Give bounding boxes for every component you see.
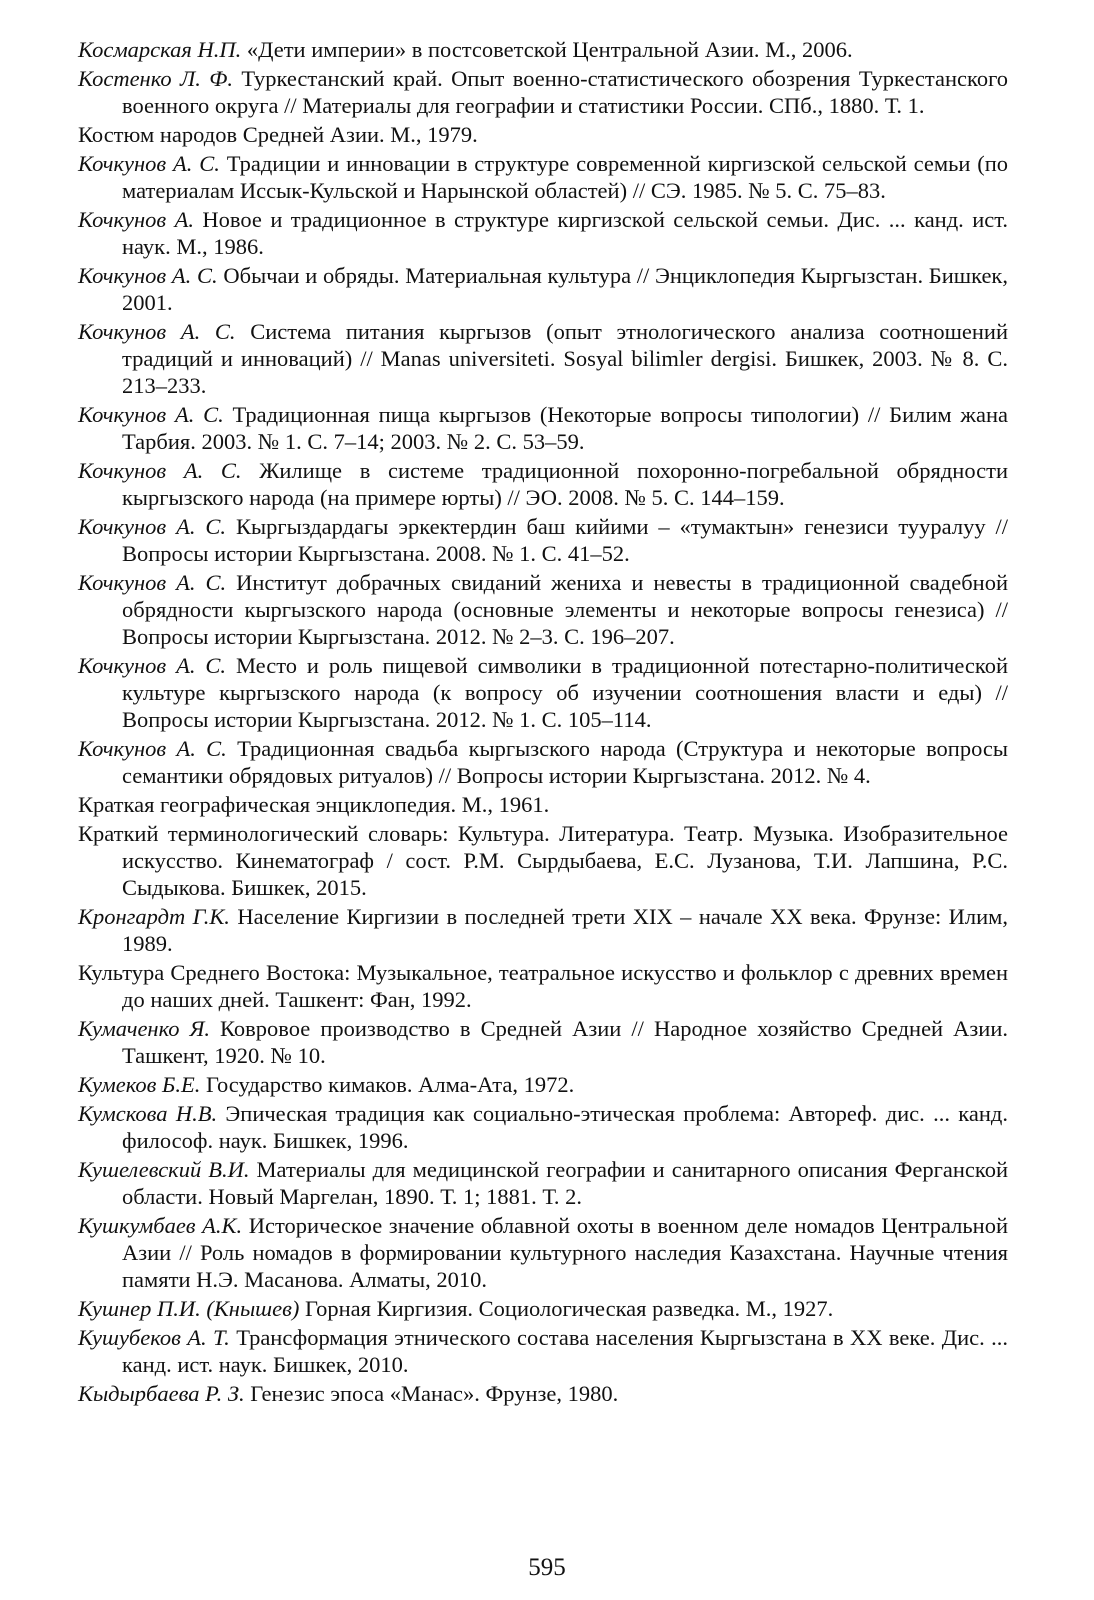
bibliography-entry <box>78 820 1008 901</box>
entry-author: Костенко Л. Ф. <box>78 66 233 91</box>
entry-author: Кочкунов А. С. <box>78 458 242 483</box>
entry-author: Кочкунов А. С. <box>78 736 227 761</box>
bibliography-entry <box>78 959 1008 1013</box>
bibliography-entry <box>78 1324 1008 1378</box>
entry-author: Кочкунов А. С. <box>78 653 227 678</box>
entry-author: Кочкунов А. С. <box>78 570 227 595</box>
bibliography-entry <box>78 65 1008 119</box>
entry-text: Горная Киргизия. Социологическая разведка. М., 1927. <box>305 1296 834 1321</box>
entry-author: Кушубеков А. Т. <box>78 1325 230 1350</box>
entry-text: «Дети империи» в постсоветской Центральной Азии. М., 2006. <box>246 37 853 62</box>
bibliography-entry <box>78 903 1008 957</box>
entry-author: Кумскова Н.В. <box>78 1101 218 1126</box>
entry-text: Институт добрачных свиданий жениха и невесты в традиционной свадебной обрядности кыргызского народа (основные элементы и некоторые вопросы генезиса) // Вопросы истории Кыргызстана. 2012. № 2–3. С. 196–207. <box>122 570 1008 649</box>
entry-text: Традиционная пища кыргызов (Некоторые вопросы типологии) // Билим жана Тарбия. 2003. № 1. С. 7–14; 2003. № 2. С. 53–59. <box>122 402 1008 454</box>
entry-text: Государство кимаков. Алма-Ата, 1972. <box>205 1072 575 1097</box>
entry-author: Кочкунов А. С. <box>78 151 220 176</box>
entry-text: Туркестанский край. Опыт военно-статистического обозрения Туркестанского военного округа // Материалы для географии и статистики России. СПб., 1880. Т. 1. <box>122 66 1008 118</box>
bibliography-entry <box>78 1071 1008 1098</box>
entry-text: Место и роль пищевой символики в традиционной потестарно-политической культуре кыргызского народа (к вопросу об изучении соотношения власти и еды) // Вопросы истории Кыргызстана. 2012. № 1. С. 105–114. <box>122 653 1008 732</box>
entry-author: Кумеков Б.Е. <box>78 1072 201 1097</box>
bibliography-entry <box>78 1156 1008 1210</box>
bibliography-entry <box>78 791 1008 818</box>
bibliography-entry <box>78 401 1008 455</box>
entry-text: Культура Среднего Востока: Музыкальное, театральное искусство и фольклор с древних времен до наших дней. Ташкент: Фан, 1992. <box>78 960 1008 1012</box>
entry-author: Кочкунов А. С. <box>78 514 227 539</box>
bibliography-entry <box>78 1100 1008 1154</box>
bibliography-entry <box>78 318 1008 399</box>
bibliography-entry <box>78 262 1008 316</box>
bibliography-entry <box>78 735 1008 789</box>
entry-author: Кушелевский В.И. <box>78 1157 250 1182</box>
entry-text: Традиции и инновации в структуре современной киргизской сельской семьи (по материалам Иссык-Кульской и Нарынской областей) // СЭ. 1985. № 5. С. 75–83. <box>122 151 1008 203</box>
bibliography-entry <box>78 457 1008 511</box>
bibliography-entry <box>78 150 1008 204</box>
entry-text: Генезис эпоса «Манас». Фрунзе, 1980. <box>250 1381 619 1406</box>
entry-text: Костюм народов Средней Азии. М., 1979. <box>78 122 478 147</box>
page-number: 595 <box>528 1554 566 1581</box>
bibliography-entry <box>78 1015 1008 1069</box>
entry-author: Кумаченко Я. <box>78 1016 210 1041</box>
entry-text: Трансформация этнического состава населения Кыргызстана в XX веке. Дис. ... канд. ист. наук. Бишкек, 2010. <box>122 1325 1008 1377</box>
bibliography-entry <box>78 121 1008 148</box>
bibliography-entry <box>78 513 1008 567</box>
entry-text: Историческое значение облавной охоты в военном деле номадов Центральной Азии // Роль номадов в формировании культурного наследия Казахстана. Научные чтения памяти Н.Э. Масанова. Алматы, 2010. <box>122 1213 1009 1292</box>
bibliography-entry <box>78 1380 1008 1407</box>
entry-text: Традиционная свадьба кыргызского народа (Структура и некоторые вопросы семантики обрядовых ритуалов) // Вопросы истории Кыргызстана. 2012. № 4. <box>122 736 1008 788</box>
bibliography-entry <box>78 569 1008 650</box>
bibliography-entry <box>78 1295 1008 1322</box>
entry-author: Кронгардт Г.К. <box>78 904 230 929</box>
entry-text: Жилище в системе традиционной похоронно-погребальной обрядности кыргызского народа (на примере юрты) // ЭО. 2008. № 5. С. 144–159. <box>122 458 1008 510</box>
bibliography-entry <box>78 206 1008 260</box>
entry-author: Кушкумбаев А.К. <box>78 1213 243 1238</box>
entry-text: Обычаи и обряды. Материальная культура // Энциклопедия Кыргызстан. Бишкек, 2001. <box>122 263 1008 315</box>
entry-text: Эпическая традиция как социально-этическая проблема: Автореф. дис. ... канд. философ. наук. Бишкек, 1996. <box>122 1101 1008 1153</box>
entry-author: Кочкунов А. С. <box>78 402 224 427</box>
entry-text: Новое и традиционное в структуре киргизской сельской семьи. Дис. ... канд. ист. наук. М., 1986. <box>122 207 1009 259</box>
entry-author: Кочкунов А. С. <box>78 263 218 288</box>
entry-text: Население Киргизии в последней трети XIX – начале XX века. Фрунзе: Илим, 1989. <box>122 904 1008 956</box>
entry-text: Кыргыздардагы эркектердин баш кийими – «тумактын» генезиси тууралуу // Вопросы истории Кыргызстана. 2008. № 1. С. 41–52. <box>122 514 1009 566</box>
entry-text: Система питания кыргызов (опыт этнологического анализа соотношений традиций и инноваций) // Manas universiteti. Sosyal bilimler dergisi. Бишкек, 2003. № 8. С. 213–233. <box>122 319 1009 398</box>
entry-author: Кочкунов А. <box>78 207 194 232</box>
bibliography-entry <box>78 1212 1008 1293</box>
entry-text: Краткая географическая энциклопедия. М., 1961. <box>78 792 550 817</box>
entry-author: Кыдырбаева Р. З. <box>78 1381 245 1406</box>
entry-text: Материалы для медицинской географии и санитарного описания Ферганской области. Новый Маргелан, 1890. Т. 1; 1881. Т. 2. <box>122 1157 1008 1209</box>
entry-text: Краткий терминологический словарь: Культура. Литература. Театр. Музыка. Изобразительное искусство. Кинематограф / сост. Р.М. Сырдыбаева, Е.С. Лузанова, Т.И. Лапшина, Р.С. Сыдыкова. Бишкек, 2015. <box>78 821 1008 900</box>
bibliography-entry <box>78 36 1008 63</box>
entry-author: Кушнер П.И. (Кнышев) <box>78 1296 300 1321</box>
entry-author: Космарская Н.П. <box>78 37 242 62</box>
bibliography-entry <box>78 652 1008 733</box>
bibliography-list <box>78 36 1008 1409</box>
entry-author: Кочкунов А. С. <box>78 319 236 344</box>
entry-text: Ковровое производство в Средней Азии // Народное хозяйство Средней Азии. Ташкент, 1920. № 10. <box>122 1016 1008 1068</box>
